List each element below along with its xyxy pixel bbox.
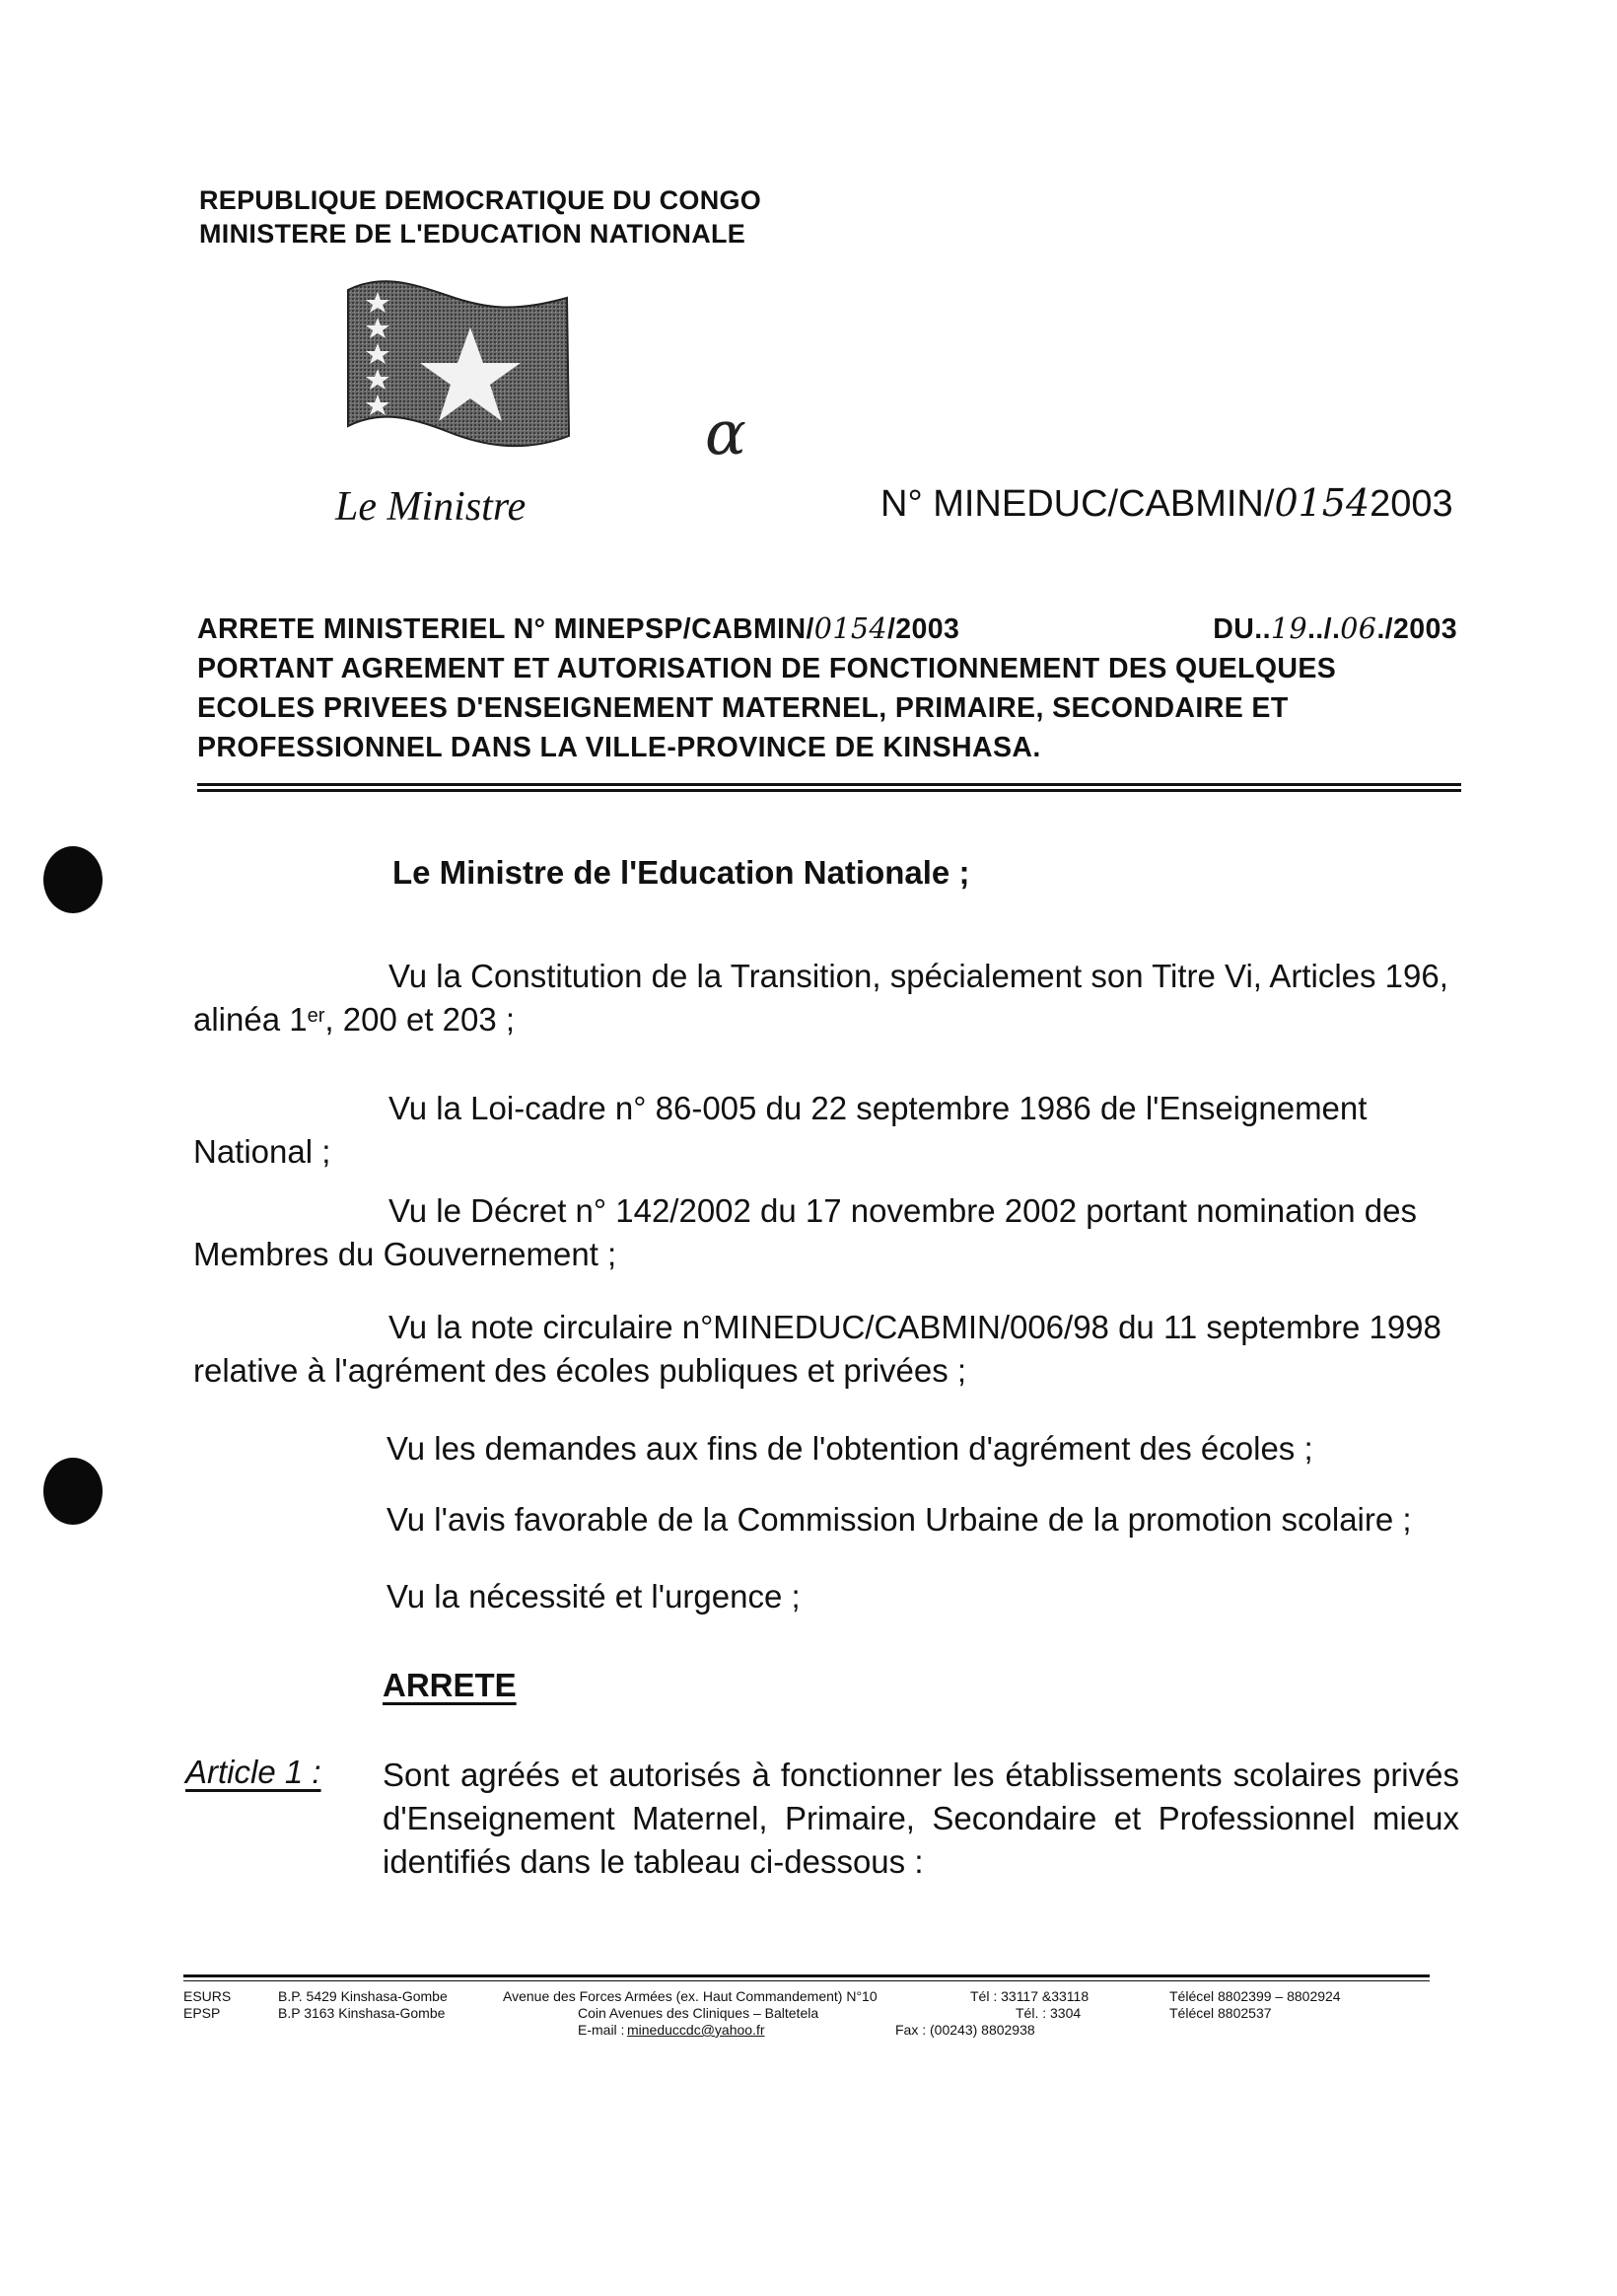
minister-heading: Le Ministre de l'Education Nationale ; (392, 854, 970, 891)
considerant-avis: Vu l'avis favorable de la Commission Urbaine de la promotion scolaire ; (387, 1501, 1412, 1538)
decree-title-line: PROFESSIONNEL DANS LA VILLE-PROVINCE DE KINSHASA. (197, 732, 1041, 763)
decree-title-line: ARRETE MINISTERIEL N° MINEPSP/CABMIN/0154/2003 DU..19../.06./2003 (197, 610, 1457, 649)
considerant-urgence: Vu la nécessité et l'urgence ; (387, 1578, 801, 1614)
footer-esurs-address: Avenue des Forces Armées (ex. Haut Commandement) N°10 (503, 1988, 878, 2004)
footer-esurs-tel: Tél : 33117 &33118 (970, 1988, 1090, 2004)
footer-epsp-telecel: Télécel 8802537 (1169, 2005, 1272, 2021)
reference-prefix: N° MINEDUC/CABMIN/ (880, 483, 1275, 525)
decree-month: 06 (1340, 612, 1377, 645)
punch-hole-mark (43, 846, 103, 913)
decree-day: 19 (1270, 612, 1307, 645)
reference-number (880, 481, 1453, 526)
considerant-loi-cadre: Vu la Loi-cadre n° 86-005 du 22 septembre 1986 de l'Enseignement National ; (193, 1090, 1368, 1170)
letterhead (199, 183, 761, 251)
reference-handwritten-number: 0154 (1274, 481, 1371, 525)
considerant-demandes: Vu les demandes aux fins de l'obtention d'agrément des écoles ; (387, 1430, 1313, 1467)
footer-esurs-label: ESURS (183, 1988, 232, 2004)
ministry-name: MINISTERE DE L'EDUCATION NATIONALE (199, 219, 746, 249)
article-1-text: Sont agréés et autorisés à fonctionner les établissements scolaires privés d'Enseignement Maternel, Primaire, Secondaire et Professionnel mieux identifiés dans le tableau ci-dessous : (383, 1757, 1459, 1880)
footer-esurs-telecel: Télécel 8802399 – 8802924 (1169, 1988, 1341, 2004)
republic-name: REPUBLIQUE DEMOCRATIQUE DU CONGO (199, 185, 762, 215)
decree-end-year: /2003 (1384, 613, 1457, 645)
decree-title-line: PORTANT AGREMENT ET AUTORISATION DE FONCTIONNEMENT DES QUELQUES (197, 653, 1337, 684)
footer-esurs-bp: B.P. 5429 Kinshasa-Gombe (278, 1988, 448, 2004)
footer-email-label: E-mail : (578, 2022, 625, 2038)
punch-hole-mark (43, 1458, 103, 1525)
article-1-label: Article 1 : (185, 1754, 321, 1790)
footer-epsp-bp: B.P 3163 Kinshasa-Gombe (278, 2005, 446, 2021)
considerant-constitution: Vu la Constitution de la Transition, spécialement son Titre Vi, Articles 196, alinéa 1er, 200 et 203 ; (193, 958, 1448, 1038)
decree-du: DU.. (1213, 613, 1271, 645)
footer-epsp-address: Coin Avenues des Cliniques – Baltetela (578, 2005, 819, 2021)
handwritten-initial: ɑ (705, 396, 746, 468)
decree-title-line: ECOLES PRIVEES D'ENSEIGNEMENT MATERNEL, PRIMAIRE, SECONDAIRE ET (197, 692, 1289, 724)
decree-title-block (197, 610, 1457, 767)
decree-year: /2003 (886, 613, 960, 645)
decree-prefix: ARRETE MINISTERIEL N° MINEPSP/CABMIN/ (197, 613, 814, 645)
footer-rule (183, 1974, 1430, 1981)
footer-email-link[interactable]: mineduccdc@yahoo.fr (627, 2022, 765, 2038)
considerant-decret: Vu le Décret n° 142/2002 du 17 novembre 2002 portant nomination des Membres du Gouvernement ; (193, 1192, 1418, 1272)
considerant-note-circulaire: Vu la note circulaire n°MINEDUC/CABMIN/006/98 du 11 septembre 1998 relative à l'agrément des écoles publiques et privées ; (193, 1309, 1441, 1389)
footer-fax: Fax : (00243) 8802938 (895, 2022, 1035, 2038)
flag-emblem-icon (340, 278, 577, 466)
title-double-rule (197, 783, 1461, 792)
footer-contact-block (183, 1988, 1430, 2039)
arrete-heading: ARRETE (383, 1667, 517, 1703)
footer-epsp-tel: Tél. : 3304 (1016, 2005, 1082, 2021)
reference-suffix: 2003 (1370, 483, 1453, 525)
footer-epsp-label: EPSP (183, 2005, 221, 2021)
decree-handwritten-number: 0154 (813, 612, 887, 645)
minister-title: Le Ministre (335, 484, 527, 530)
